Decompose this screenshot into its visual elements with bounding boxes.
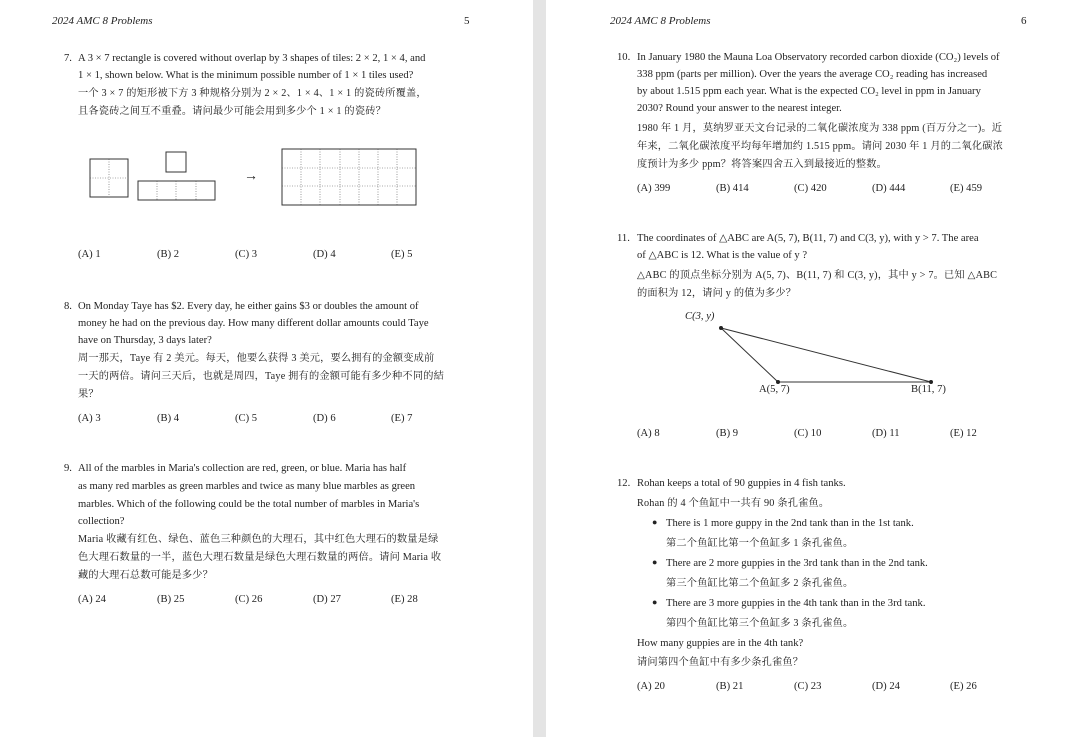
choice-c[interactable]: (C) 10 (794, 428, 822, 439)
problem-text-line: collection? (78, 516, 125, 527)
problem-text-zh: 的面积为 12，请问 y 的值为多少？ (637, 288, 797, 299)
problem-text-zh: 藏的大理石总数可能是多少？ (78, 570, 214, 581)
problem-text-line: All of the marbles in Maria's collection are red, green, or blue. Maria has half (78, 463, 407, 474)
problem-text-line: 2030? Round your answer to the nearest integer. (637, 103, 842, 114)
problem-text-zh: 且各瓷砖之间互不重叠。请问最少可能会用到多少个 1 × 1 的瓷砖？ (78, 106, 386, 117)
choice-b[interactable]: (B) 25 (157, 594, 185, 605)
choice-b[interactable]: (B) 2 (157, 249, 180, 260)
bullet-icon: ● (652, 517, 658, 527)
choice-b[interactable]: (B) 9 (716, 428, 739, 439)
bullet-text: There is 1 more guppy in the 2nd tank than in the 1st tank. (666, 518, 914, 529)
problem-text-line: The coordinates of △ABC are A(5, 7), B(11, 7) and C(3, y), with y > 7. The area (637, 233, 979, 244)
choice-b[interactable]: (B) 4 (157, 413, 180, 424)
problem-text-zh: △ABC 的顶点坐标分别为 A(5, 7)、B(11, 7) 和 C(3, y)，其中 y > 7。已知 △ABC (637, 270, 998, 281)
choice-c[interactable]: (C) 3 (235, 249, 258, 260)
problem-text-line: On Monday Taye has $2. Every day, he either gains $3 or doubles the amount of (78, 301, 419, 312)
choice-d[interactable]: (D) 11 (872, 428, 900, 439)
choice-a[interactable]: (A) 24 (78, 594, 106, 605)
choice-b[interactable]: (B) 414 (716, 183, 749, 194)
problem-text-zh: 色大理石数量的一半，蓝色大理石数量是绿色大理石数量的两倍。请问 Maria 收 (78, 552, 442, 563)
choice-a[interactable]: (A) 1 (78, 249, 101, 260)
choice-c[interactable]: (C) 26 (235, 594, 263, 605)
bullet-text: There are 2 more guppies in the 3rd tank than in the 2nd tank. (666, 558, 928, 569)
choice-a[interactable]: (A) 3 (78, 413, 101, 424)
problem-text-zh: 一天的两倍。请问三天后，也就是周四，Taye 拥有的金额可能有多少种不同的結 (78, 371, 444, 382)
problem-number: 10. (617, 52, 631, 63)
problem-text-zh: 周一那天，Taye 有 2 美元。每天，他要么获得 3 美元，要么拥有的金额变成前 (78, 353, 435, 364)
page-gutter (533, 0, 546, 737)
label-a: A(5, 7) (759, 384, 790, 395)
problem-number: 7. (64, 53, 72, 64)
problem-text-line: In January 1980 the Mauna Loa Observatory recorded carbon dioxide (CO₂) levels of (637, 52, 1000, 63)
choice-d[interactable]: (D) 4 (313, 249, 336, 260)
choice-b[interactable]: (B) 21 (716, 681, 744, 692)
problem-question-zh: 请问第四个鱼缸中有多少条孔雀鱼？ (637, 657, 804, 668)
problem-text-zh: 度预计为多少 ppm？将答案四舍五入到最接近的整数。 (637, 159, 887, 170)
bullet-text-zh: 第二个鱼缸比第一个鱼缸多 1 条孔雀鱼。 (666, 538, 854, 549)
choice-e[interactable]: (E) 459 (950, 183, 983, 194)
problem-text-zh: 果？ (78, 389, 99, 400)
bullet-icon: ● (652, 597, 658, 607)
choice-e[interactable]: (E) 5 (391, 249, 413, 260)
page-number: 6 (1021, 15, 1027, 27)
choice-e[interactable]: (E) 26 (950, 681, 977, 692)
choice-e[interactable]: (E) 7 (391, 413, 413, 424)
problem-text-zh: 1980 年 1 月，莫纳罗亚天文台记录的二氧化碳浓度为 338 ppm (百万分之一)。近 (637, 123, 1003, 134)
choice-d[interactable]: (D) 24 (872, 681, 900, 692)
choice-e[interactable]: (E) 28 (391, 594, 418, 605)
bullet-icon: ● (652, 557, 658, 567)
problem-text-zh: Rohan 的 4 个鱼缸中一共有 90 条孔雀鱼。 (637, 498, 830, 509)
page-number: 5 (464, 15, 470, 27)
problem-text-line: marbles. Which of the following could be the total number of marbles in Maria's (78, 499, 420, 510)
choice-a[interactable]: (A) 8 (637, 428, 660, 439)
choice-c[interactable]: (C) 23 (794, 681, 822, 692)
choice-e[interactable]: (E) 12 (950, 428, 977, 439)
problem-text-line: as many red marbles as green marbles and twice as many blue marbles as green (78, 481, 416, 492)
problem-number: 11. (617, 233, 630, 244)
choice-a[interactable]: (A) 20 (637, 681, 665, 692)
problem-number: 9. (64, 463, 72, 474)
label-b: B(11, 7) (911, 384, 946, 395)
problem-number: 8. (64, 301, 72, 312)
choice-d[interactable]: (D) 27 (313, 594, 341, 605)
choice-d[interactable]: (D) 444 (872, 183, 906, 194)
problem-number: 12. (617, 478, 631, 489)
problem-text-line: have on Thursday, 3 days later? (78, 335, 212, 346)
problem-text-line: by about 1.515 ppm each year. What is the expected CO₂ level in ppm in January (637, 86, 981, 97)
problem-text-line: money he had on the previous day. How many different dollar amounts could Taye (78, 318, 429, 329)
bullet-text: There are 3 more guppies in the 4th tank than in the 3rd tank. (666, 598, 926, 609)
page-header: 2024 AMC 8 Problems (52, 15, 153, 27)
vertex-c (719, 326, 723, 330)
problem-text-line: 338 ppm (parts per million). Over the years the average CO₂ reading has increased (637, 69, 988, 80)
label-c: C(3, y) (685, 311, 715, 322)
left-page (0, 0, 533, 737)
bullet-text-zh: 第三个鱼缸比第二个鱼缸多 2 条孔雀鱼。 (666, 578, 854, 589)
page-header: 2024 AMC 8 Problems (610, 15, 711, 27)
problem-text-line: A 3 × 7 rectangle is covered without overlap by 3 shapes of tiles: 2 × 2, 1 × 4, and (78, 53, 426, 64)
choice-a[interactable]: (A) 399 (637, 183, 671, 194)
choice-d[interactable]: (D) 6 (313, 413, 336, 424)
problem-text-zh: 年来，二氧化碳浓度平均每年增加约 1.515 ppm。请问 2030 年 1 月的二氧化碳浓 (637, 141, 1004, 152)
choice-c[interactable]: (C) 5 (235, 413, 258, 424)
problem-text-zh: Maria 收藏有红色、绿色、蓝色三种颜色的大理石，其中红色大理石的数量是绿 (78, 534, 439, 545)
arrow-icon: → (244, 169, 258, 184)
problem-text-line: of △ABC is 12. What is the value of y ? (637, 250, 808, 261)
choice-c[interactable]: (C) 420 (794, 183, 827, 194)
right-page (546, 0, 1070, 737)
problem-text-line: 1 × 1, shown below. What is the minimum possible number of 1 × 1 tiles used? (78, 70, 414, 81)
problem-question: How many guppies are in the 4th tank? (637, 638, 804, 649)
bullet-text-zh: 第四个鱼缸比第三个鱼缸多 3 条孔雀鱼。 (666, 618, 854, 629)
problem-text-zh: 一个 3 × 7 的矩形被下方 3 种规格分别为 2 × 2、1 × 4、1 × 1 的瓷砖所覆盖， (78, 88, 427, 99)
problem-text-line: Rohan keeps a total of 90 guppies in 4 fish tanks. (637, 478, 846, 489)
